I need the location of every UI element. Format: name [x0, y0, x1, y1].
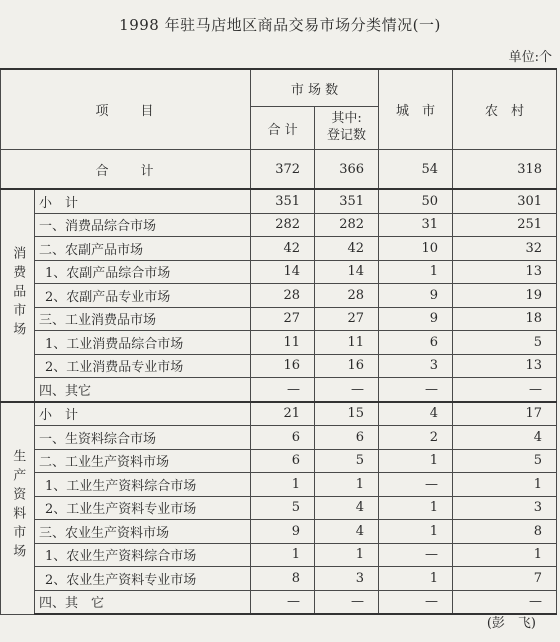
cell-registered: 6 [315, 426, 379, 450]
row-label: 1、农副产品综合市场 [35, 260, 251, 284]
cell-rural: 1 [453, 473, 557, 497]
cell-city: — [379, 473, 453, 497]
row-label: 2、工业生产资料专业市场 [35, 496, 251, 520]
cell-total: 1 [251, 543, 315, 567]
table-row [1, 331, 557, 355]
grand-total-city: 54 [379, 150, 453, 190]
row-label: 1、工业生产资料综合市场 [35, 473, 251, 497]
cell-city: 2 [379, 426, 453, 450]
cell-registered: 28 [315, 284, 379, 308]
cell-city: 10 [379, 237, 453, 261]
row-label: 2、工业消费品专业市场 [35, 354, 251, 378]
table-row [1, 567, 557, 591]
cell-city: — [379, 543, 453, 567]
table-row [1, 426, 557, 450]
cell-rural: — [453, 378, 557, 402]
cell-rural: 18 [453, 307, 557, 331]
grand-total-rural: 318 [453, 150, 557, 190]
cell-city: 1 [379, 520, 453, 544]
row-label: 二、农副产品市场 [35, 237, 251, 261]
row-label: 小 计 [35, 402, 251, 426]
table-row [1, 284, 557, 308]
table-row [1, 260, 557, 284]
cell-total: — [251, 590, 315, 614]
cell-total: 9 [251, 520, 315, 544]
row-label: 一、消费品综合市场 [35, 213, 251, 237]
table-row [1, 307, 557, 331]
row-label: 四、其它 [35, 378, 251, 402]
row-label: 2、农副产品专业市场 [35, 284, 251, 308]
row-label: 1、工业消费品综合市场 [35, 331, 251, 355]
cell-rural: 8 [453, 520, 557, 544]
cell-total: 351 [251, 189, 315, 213]
category-text: 生产资料市场 [10, 449, 26, 563]
cell-total: 21 [251, 402, 315, 426]
row-label: 1、农业生产资料综合市场 [35, 543, 251, 567]
table-row [1, 378, 557, 402]
row-label: 一、生资料综合市场 [35, 426, 251, 450]
row-label: 三、农业生产资料市场 [35, 520, 251, 544]
cell-city: 1 [379, 567, 453, 591]
author-credit: (彭 飞) [486, 616, 536, 631]
cell-registered: — [315, 590, 379, 614]
header-row-1 [1, 69, 557, 107]
cell-registered: 351 [315, 189, 379, 213]
grand-total-total: 372 [251, 150, 315, 190]
cell-rural: 301 [453, 189, 557, 213]
cell-rural: 13 [453, 260, 557, 284]
cell-registered: 15 [315, 402, 379, 426]
row-label: 三、工业消费品市场 [35, 307, 251, 331]
cell-registered: 16 [315, 354, 379, 378]
cell-registered: 4 [315, 496, 379, 520]
cell-city: 1 [379, 449, 453, 473]
cell-total: 6 [251, 426, 315, 450]
cell-registered: 5 [315, 449, 379, 473]
cell-total: 16 [251, 354, 315, 378]
row-label: 二、工业生产资料市场 [35, 449, 251, 473]
cell-rural: 4 [453, 426, 557, 450]
table-row [1, 473, 557, 497]
cell-rural: 3 [453, 496, 557, 520]
table-row [1, 189, 557, 213]
cell-rural: — [453, 590, 557, 614]
cell-registered: 14 [315, 260, 379, 284]
unit-label: 单位:个 [508, 50, 552, 65]
row-label: 2、农业生产资料专业市场 [35, 567, 251, 591]
cell-rural: 1 [453, 543, 557, 567]
cell-total: — [251, 378, 315, 402]
table-row [1, 213, 557, 237]
cell-rural: 32 [453, 237, 557, 261]
cell-city: 9 [379, 307, 453, 331]
header-rural: 农 村 [453, 69, 557, 150]
cell-city: 4 [379, 402, 453, 426]
cell-total: 282 [251, 213, 315, 237]
cell-registered: 1 [315, 473, 379, 497]
cell-city: — [379, 378, 453, 402]
cell-city: 31 [379, 213, 453, 237]
table-row [1, 590, 557, 614]
cell-rural: 5 [453, 449, 557, 473]
table-row [1, 402, 557, 426]
cell-city: 6 [379, 331, 453, 355]
cell-total: 27 [251, 307, 315, 331]
grand-total-label: 合 计 [1, 150, 251, 190]
cell-total: 11 [251, 331, 315, 355]
table-row [1, 520, 557, 544]
cell-registered: 27 [315, 307, 379, 331]
cell-city: 3 [379, 354, 453, 378]
cell-registered: 42 [315, 237, 379, 261]
row-label: 四、其 它 [35, 590, 251, 614]
header-registered: 其中: 登记数 [315, 107, 379, 150]
category-label [1, 189, 35, 402]
cell-registered: — [315, 378, 379, 402]
grand-total-registered: 366 [315, 150, 379, 190]
cell-registered: 11 [315, 331, 379, 355]
cell-registered: 4 [315, 520, 379, 544]
category-label [1, 402, 35, 615]
cell-rural: 19 [453, 284, 557, 308]
cell-total: 14 [251, 260, 315, 284]
market-table [0, 68, 557, 615]
header-total: 合 计 [251, 107, 315, 150]
cell-total: 5 [251, 496, 315, 520]
cell-city: — [379, 590, 453, 614]
table-row [1, 496, 557, 520]
cell-total: 6 [251, 449, 315, 473]
row-label: 小 计 [35, 189, 251, 213]
header-market-count: 市 场 数 [251, 69, 379, 107]
table-row [1, 354, 557, 378]
cell-city: 9 [379, 284, 453, 308]
cell-rural: 17 [453, 402, 557, 426]
cell-rural: 13 [453, 354, 557, 378]
cell-city: 50 [379, 189, 453, 213]
table-title: 1998 年驻马店地区商品交易市场分类情况(一) [119, 16, 441, 34]
cell-rural: 251 [453, 213, 557, 237]
category-text: 消费品市场 [10, 245, 26, 341]
table-row [1, 449, 557, 473]
cell-rural: 5 [453, 331, 557, 355]
header-city: 城 市 [379, 69, 453, 150]
cell-rural: 7 [453, 567, 557, 591]
cell-registered: 3 [315, 567, 379, 591]
table-row [1, 543, 557, 567]
header-item: 项 目 [1, 69, 251, 150]
cell-total: 28 [251, 284, 315, 308]
grand-total-row [1, 150, 557, 190]
cell-city: 1 [379, 260, 453, 284]
cell-city: 1 [379, 496, 453, 520]
cell-total: 1 [251, 473, 315, 497]
cell-registered: 282 [315, 213, 379, 237]
table-row [1, 237, 557, 261]
cell-total: 8 [251, 567, 315, 591]
cell-total: 42 [251, 237, 315, 261]
cell-registered: 1 [315, 543, 379, 567]
